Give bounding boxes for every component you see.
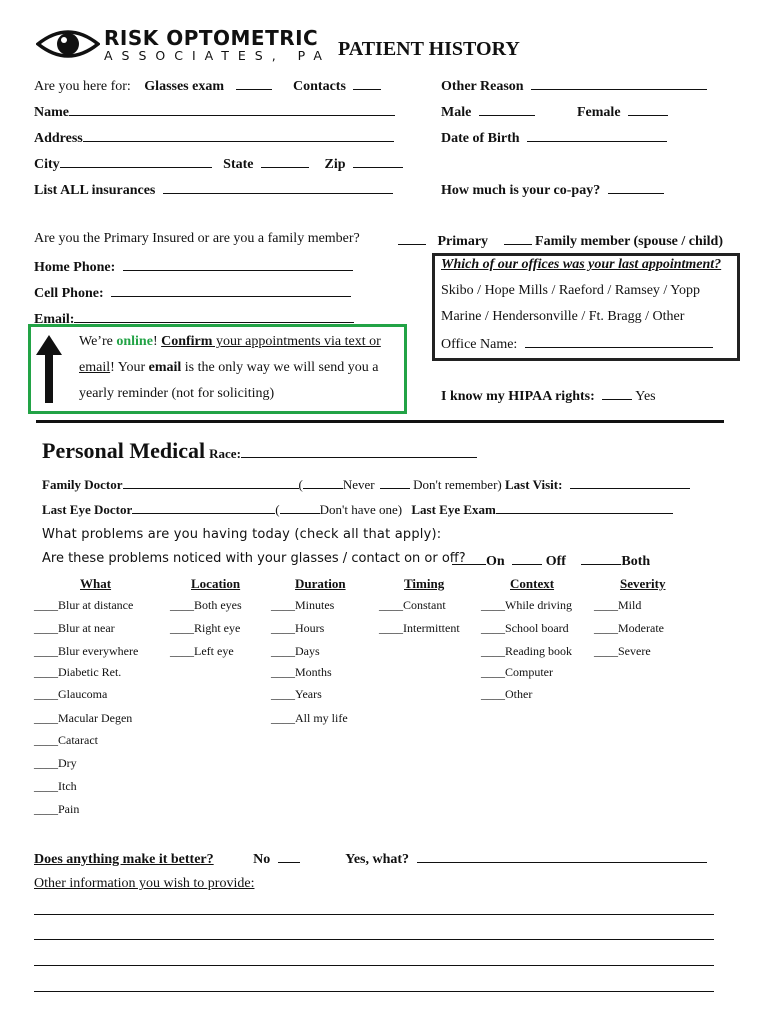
glasses-exam-label: Glasses exam <box>144 79 225 94</box>
duration-item[interactable]: ____Years <box>271 687 322 701</box>
copay-field[interactable] <box>608 180 664 194</box>
contacts-field[interactable] <box>353 76 381 90</box>
zip-field[interactable] <box>353 154 403 168</box>
office-name-field[interactable] <box>525 334 713 348</box>
city-field[interactable] <box>60 154 212 168</box>
better-question: Does anything make it better? <box>34 852 214 867</box>
what-item[interactable]: ____Dry <box>34 756 77 770</box>
header-timing: Timing <box>404 576 445 591</box>
severity-item[interactable]: ____Mild <box>594 598 642 612</box>
problems-question: What problems are you having today (check all that apply): <box>42 527 442 542</box>
insurances-field[interactable] <box>163 180 393 194</box>
header-what: What <box>80 576 112 591</box>
never-field[interactable] <box>303 475 343 489</box>
visit-label: Are you here for: <box>34 79 131 94</box>
last-eye-exam-label: Last Eye Exam <box>411 502 496 517</box>
home-phone-label: Home Phone: <box>34 260 116 275</box>
other-info-label: Other information you wish to provide: <box>34 876 255 891</box>
no-label: No <box>253 852 271 867</box>
duration-item[interactable]: ____Hours <box>271 621 325 635</box>
race-label: Race: <box>209 446 241 461</box>
online-line-2: email! Your email is the only way we will send you a <box>79 360 379 375</box>
location-item[interactable]: ____Both eyes <box>170 598 242 612</box>
primary-label: Primary <box>437 234 489 249</box>
family-doctor-field[interactable] <box>123 475 299 489</box>
last-visit-label: Last Visit: <box>505 477 563 492</box>
other-info-line[interactable] <box>34 914 714 915</box>
context-item[interactable]: ____Other <box>481 687 533 701</box>
severity-item[interactable]: ____Severe <box>594 644 651 658</box>
logo-subtitle: ASSOCIATES, PA <box>104 48 331 63</box>
context-item[interactable]: ____While driving <box>481 598 572 612</box>
hipaa-field[interactable] <box>602 386 632 400</box>
home-phone-field[interactable] <box>123 257 353 271</box>
last-eye-doctor-label: Last Eye Doctor <box>42 502 133 517</box>
header-location: Location <box>191 576 241 591</box>
glasses-exam-field[interactable] <box>236 76 272 90</box>
dob-label: Date of Birth <box>441 131 520 146</box>
severity-item[interactable]: ____Moderate <box>594 621 664 635</box>
location-item[interactable]: ____Right eye <box>170 621 241 635</box>
other-reason-label: Other Reason <box>441 79 524 94</box>
timing-item[interactable]: ____Intermittent <box>379 621 460 635</box>
other-info-line[interactable] <box>34 939 714 940</box>
dont-have-field[interactable] <box>280 500 320 514</box>
email-field[interactable] <box>74 309 354 323</box>
offices-question: Which of our offices was your last appointment? <box>441 257 722 272</box>
context-item[interactable]: ____School board <box>481 621 569 635</box>
primary-field[interactable] <box>398 231 426 245</box>
what-item[interactable]: ____Blur everywhere <box>34 644 139 658</box>
state-label: State <box>223 157 254 172</box>
zip-label: Zip <box>324 157 346 172</box>
on-label: On <box>486 554 505 569</box>
what-item[interactable]: ____Macular Degen <box>34 711 133 725</box>
last-eye-doctor-field[interactable] <box>132 500 275 514</box>
what-item[interactable]: ____Blur at near <box>34 621 115 635</box>
what-item[interactable]: ____Itch <box>34 779 77 793</box>
insured-question: Are you the Primary Insured or are you a family member? <box>34 231 360 246</box>
male-label: Male <box>441 105 472 120</box>
dob-field[interactable] <box>527 128 667 142</box>
cell-phone-field[interactable] <box>111 283 351 297</box>
both-label: Both <box>621 554 651 569</box>
page-title: PATIENT HISTORY <box>338 38 520 60</box>
online-line-3: yearly reminder (not for soliciting) <box>79 386 275 401</box>
hipaa-yes: Yes <box>635 389 656 404</box>
what-item[interactable]: ____Pain <box>34 802 80 816</box>
on-field[interactable] <box>452 551 486 565</box>
eye-icon <box>36 26 100 62</box>
other-info-line[interactable] <box>34 965 714 966</box>
race-field[interactable] <box>241 444 477 458</box>
what-item[interactable]: ____Diabetic Ret. <box>34 665 122 679</box>
other-info-line[interactable] <box>34 991 714 992</box>
female-label: Female <box>577 105 621 120</box>
duration-item[interactable]: ____Minutes <box>271 598 335 612</box>
name-label: Name <box>34 105 69 120</box>
noticed-question: Are these problems noticed with your glasses / contact on or off? <box>42 551 466 566</box>
timing-item[interactable]: ____Constant <box>379 598 446 612</box>
dont-have-label: Don't have one) <box>319 502 403 517</box>
dont-remember-field[interactable] <box>380 475 410 489</box>
last-visit-field[interactable] <box>570 475 690 489</box>
family-label: Family member (spouse / child) <box>535 234 723 249</box>
male-field[interactable] <box>479 102 535 116</box>
duration-item[interactable]: ____All my life <box>271 711 348 725</box>
section-divider <box>36 420 724 423</box>
yes-what-field[interactable] <box>417 849 707 863</box>
contacts-label: Contacts <box>293 79 346 94</box>
yes-what-label: Yes, what? <box>345 852 410 867</box>
last-eye-exam-field[interactable] <box>496 500 673 514</box>
location-item[interactable]: ____Left eye <box>170 644 234 658</box>
family-doctor-label: Family Doctor <box>42 477 123 492</box>
header-duration: Duration <box>295 576 346 591</box>
female-field[interactable] <box>628 102 668 116</box>
online-line-1: We’re online! Confirm your appointments via text or <box>79 334 381 349</box>
header-context: Context <box>510 576 555 591</box>
what-item[interactable]: ____Glaucoma <box>34 687 108 701</box>
what-item[interactable]: ____Cataract <box>34 733 98 747</box>
arrow-up-icon <box>34 333 64 405</box>
email-label: Email: <box>34 312 75 327</box>
address-field[interactable] <box>83 128 394 142</box>
never-label: Never <box>342 477 375 492</box>
other-reason-field[interactable] <box>531 76 707 90</box>
what-item[interactable]: ____Blur at distance <box>34 598 134 612</box>
name-field[interactable] <box>69 102 395 116</box>
state-field[interactable] <box>261 154 309 168</box>
offices-line-1: Skibo / Hope Mills / Raeford / Ramsey / Yopp <box>441 283 701 298</box>
office-name-label: Office Name: <box>441 337 518 352</box>
header-severity: Severity <box>620 576 666 591</box>
context-item[interactable]: ____Computer <box>481 665 553 679</box>
copay-label: How much is your co-pay? <box>441 183 601 198</box>
hipaa-label: I know my HIPAA rights: <box>441 389 595 404</box>
off-field[interactable] <box>512 551 542 565</box>
no-field[interactable] <box>278 849 300 863</box>
off-label: Off <box>545 554 566 569</box>
duration-item[interactable]: ____Days <box>271 644 320 658</box>
offices-line-2: Marine / Hendersonville / Ft. Bragg / Other <box>441 309 685 324</box>
city-label: City <box>34 157 60 172</box>
logo-name: RISK OPTOMETRIC <box>104 26 319 50</box>
duration-item[interactable]: ____Months <box>271 665 332 679</box>
insurances-label: List ALL insurances <box>34 183 156 198</box>
address-label: Address <box>34 131 83 146</box>
cell-phone-label: Cell Phone: <box>34 286 104 301</box>
family-field[interactable] <box>504 231 532 245</box>
context-item[interactable]: ____Reading book <box>481 644 572 658</box>
dont-remember-label: Don't remember) <box>413 477 502 492</box>
medical-heading: Personal Medical <box>42 438 206 463</box>
both-field[interactable] <box>581 551 621 565</box>
visit-row <box>34 76 381 95</box>
